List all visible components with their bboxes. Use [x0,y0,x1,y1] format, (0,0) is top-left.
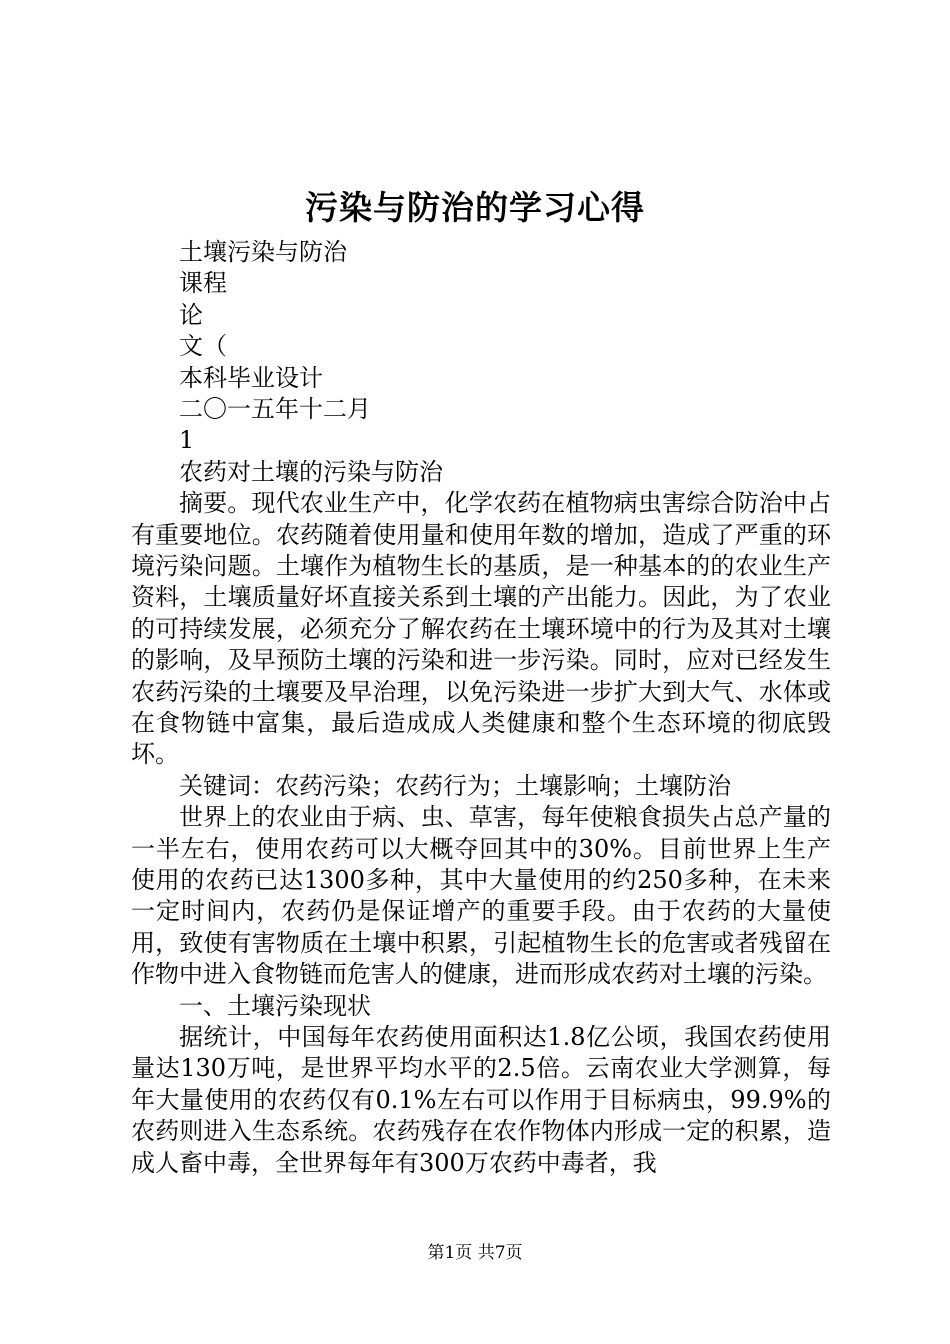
front-line-course-title: 土壤污染与防治 [179,238,347,266]
section-heading: 一、土壤污染现状 [179,991,371,1020]
front-line-wen: 文（ [179,332,227,361]
front-line-design: 本科毕业设计 [179,363,323,392]
statistics-paragraph: 据统计，中国每年农药使用面积达1.8亿公顷，我国农药使用量达130万吨，是世界平均水平的2.5倍。云南农业大学测算，每年大量使用的农药仅有0.1%左右可以作用于目标病虫，99.9%的农药则进入生态系统。农药残存在农作物体内形成一定的积累，造成人畜中毒，全世界每年有300万农药中毒者，我 [131,1023,831,1177]
front-line-course: 课程 [179,269,227,298]
front-line-number: 1 [179,426,195,455]
document-body [131,237,831,1179]
document-title: 污染与防治的学习心得 [305,188,645,227]
front-line-date: 二〇一五年十二月 [179,394,371,423]
abstract-paragraph: 摘要。现代农业生产中，化学农药在植物病虫害综合防治中占有重要地位。农药随着使用量和使用年数的增加，造成了严重的环境污染问题。土壤作为植物生长的基质，是一种基本的的农业生产资料，土壤质量好坏直接关系到土壤的产出能力。因此，为了农业的可持续发展，必须充分了解农药在土壤环境中的行为及其对土壤的影响，及早预防土壤的污染和进一步污染。同时，应对已经发生农药污染的土壤要及早治理，以免污染进一步扩大到大气、水体或在食物链中富集，最后造成成人类健康和整个生态环境的彻底毁坏。 [131,489,831,769]
intro-paragraph: 世界上的农业由于病、虫、草害，每年使粮食损失占总产量的一半左右，使用农药可以大概夺回其中的30%。目前世界上生产使用的农药已达1300多种，其中大量使用的约250多种，在未来一定时间内，农药仍是保证增产的重要手段。由于农药的大量使用，致使有害物质在土壤中积累，引起植物生长的危害或者残留在作物中进入食物链而危害人的健康，进而形成农药对土壤的污染。 [131,803,831,989]
page-footer: 第1页 共7页 [427,1243,523,1263]
front-line-lun: 论 [179,300,203,329]
keywords-paragraph: 关键词：农药污染；农药行为；土壤影响；土壤防治 [179,771,731,800]
front-line-paper-title: 农药对土壤的污染与防治 [179,457,443,486]
